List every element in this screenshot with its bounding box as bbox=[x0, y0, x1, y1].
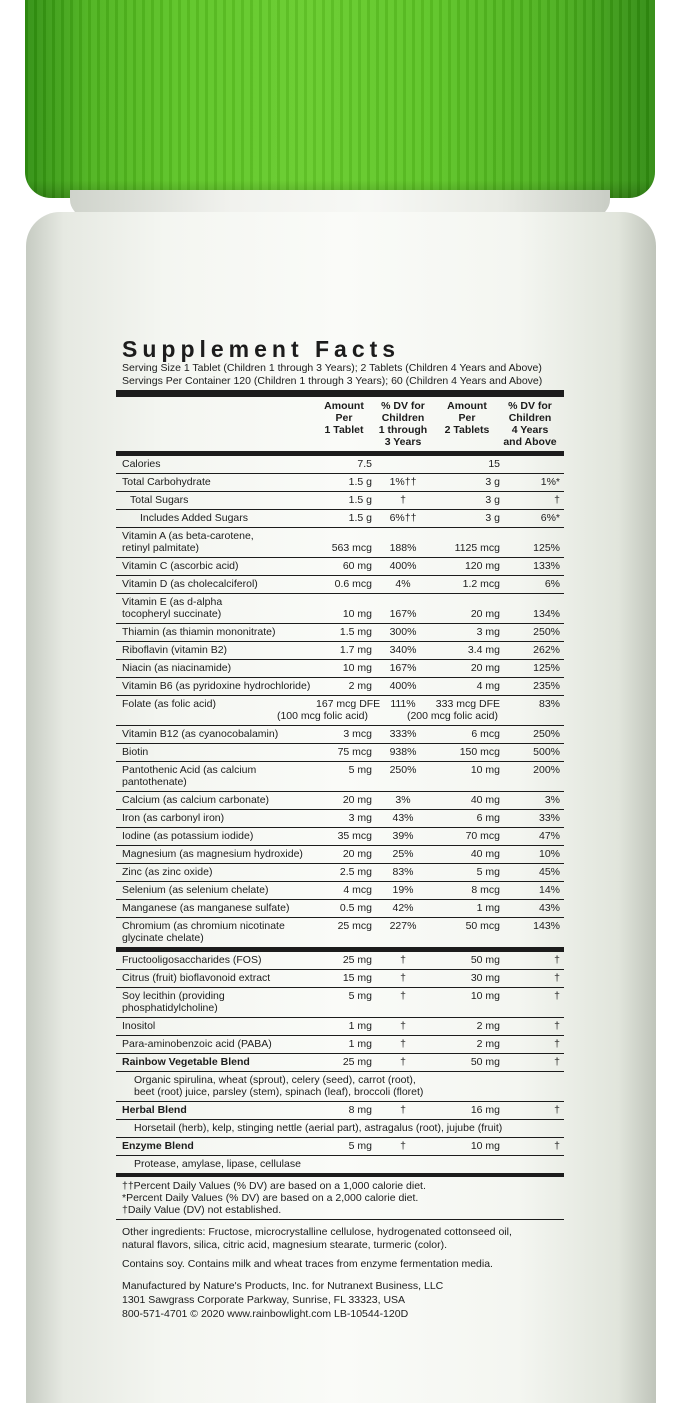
folate-amount-2: 333 mcg DFE bbox=[435, 698, 500, 710]
amount-1: 563 mcg bbox=[331, 542, 372, 554]
amount-2: 4 mg bbox=[476, 680, 500, 692]
nutrient-row bbox=[116, 899, 564, 917]
amount-2: 6 mg bbox=[476, 812, 500, 824]
dv-2: 125% bbox=[533, 662, 560, 674]
serving-size: Serving Size 1 Tablet (Children 1 through 3 Years); 2 Tablets (Children 4 Years and Above) bbox=[122, 362, 542, 374]
nutrient-name: Fructooligosaccharides (FOS) bbox=[122, 954, 262, 966]
dv-1: † bbox=[400, 1038, 406, 1050]
amount-1: 3 mg bbox=[348, 812, 372, 824]
dv-2: 133% bbox=[533, 560, 560, 572]
folate-folic-2: (200 mcg folic acid) bbox=[406, 710, 498, 722]
dv-1: 3% bbox=[395, 794, 411, 806]
nutrient-name: Calories bbox=[122, 458, 161, 470]
rainbow-blend-desc: Organic spirulina, wheat (sprout), celery (seed), carrot (root), beet (root) juice, parsley (stem), spinach (leaf), broccoli (floret) bbox=[116, 1071, 564, 1101]
manufacturer-info: Manufactured by Nature's Products, Inc. for Nutranext Business, LLC 1301 Sawgrass Corporate Parkway, Sunrise, FL 33323, USA 800-571-4701 © 2020 www.rainbowlight.com LB-10544-120D bbox=[122, 1280, 444, 1320]
dv-1: 227% bbox=[389, 920, 417, 932]
nutrient-row bbox=[116, 557, 564, 575]
amount-2: 6 mcg bbox=[471, 728, 500, 740]
nutrient-name: Total Carbohydrate bbox=[122, 476, 211, 488]
dv-2: 250% bbox=[533, 728, 560, 740]
nutrient-name: Soy lecithin (providing phosphatidylcholine) bbox=[122, 990, 225, 1014]
dv-2: † bbox=[554, 954, 560, 966]
nutrient-row bbox=[116, 1017, 564, 1035]
dv-1: 167% bbox=[389, 662, 417, 674]
folate-dv-1: 111% bbox=[390, 698, 416, 710]
dv-2: 125% bbox=[533, 542, 560, 554]
amount-2: 3 mg bbox=[476, 626, 500, 638]
amount-1: 2 mg bbox=[348, 680, 372, 692]
amount-2: 20 mg bbox=[470, 662, 500, 674]
other-ingredients: Other ingredients: Fructose, microcrystalline cellulose, hydrogenated cottonseed oil, natural flavors, silica, citric acid, magnesium stearate, turmeric (color). bbox=[122, 1226, 512, 1251]
dv-2: 47% bbox=[538, 830, 560, 842]
amount-2: 120 mg bbox=[464, 560, 500, 572]
nutrient-name: Niacin (as niacinamide) bbox=[122, 662, 232, 674]
amount-1: 20 mg bbox=[342, 794, 372, 806]
amount-2: 1.2 mcg bbox=[462, 578, 500, 590]
dv-1: 938% bbox=[389, 746, 417, 758]
nutrient-name: Iron (as carbonyl iron) bbox=[122, 812, 225, 824]
amount-2: 8 mcg bbox=[471, 884, 500, 896]
footnotes: ††Percent Daily Values (% DV) are based on a 1,000 calorie diet. *Percent Daily Values (% DV) are based on a 2,000 calorie diet. †Daily Value (DV) not established. bbox=[122, 1180, 426, 1216]
amount-1: 25 mg bbox=[342, 954, 372, 966]
herbal-blend-desc: Horsetail (herb), kelp, stinging nettle (aerial part), astragalus (root), jujube (fruit) bbox=[116, 1119, 564, 1137]
amount-1: 25 mcg bbox=[337, 920, 372, 932]
dv-1: 6%†† bbox=[389, 512, 417, 524]
dv-1: 4% bbox=[395, 578, 411, 590]
amount-2: 40 mg bbox=[470, 848, 500, 860]
nutrient-name: Selenium (as selenium chelate) bbox=[122, 884, 269, 896]
dv-2: 500% bbox=[533, 746, 560, 758]
header-amount-2: Amount Per 2 Tablets bbox=[444, 400, 490, 436]
dv-2: 10% bbox=[538, 848, 560, 860]
rainbow-blend-amount-2: 50 mg bbox=[470, 1056, 500, 1068]
amount-2: 50 mg bbox=[470, 954, 500, 966]
enzyme-blend-dv-2: † bbox=[554, 1140, 560, 1152]
dv-1: 167% bbox=[389, 608, 417, 620]
nutrient-row bbox=[116, 969, 564, 987]
amount-2: 3.4 mg bbox=[467, 644, 500, 656]
enzyme-blend-name: Enzyme Blend bbox=[122, 1140, 194, 1152]
amount-1: 15 mg bbox=[342, 972, 372, 984]
nutrient-name: Riboflavin (vitamin B2) bbox=[122, 644, 228, 656]
amount-2: 30 mg bbox=[470, 972, 500, 984]
amount-2: 2 mg bbox=[476, 1020, 500, 1032]
rainbow-blend-dv-2: † bbox=[554, 1056, 560, 1068]
nutrient-row bbox=[116, 1035, 564, 1053]
amount-1: 60 mg bbox=[342, 560, 372, 572]
nutrient-name: Vitamin C (ascorbic acid) bbox=[122, 560, 239, 572]
amount-2: 50 mcg bbox=[465, 920, 500, 932]
nutrient-name: Vitamin B6 (as pyridoxine hydrochloride) bbox=[122, 680, 311, 692]
nutrient-row bbox=[116, 455, 564, 473]
amount-1: 1.5 g bbox=[348, 494, 372, 506]
nutrient-row bbox=[116, 761, 564, 791]
dv-2: 43% bbox=[538, 902, 560, 914]
herbal-blend-dv-1: † bbox=[400, 1104, 406, 1116]
amount-1: 75 mcg bbox=[337, 746, 372, 758]
dv-2: 1%* bbox=[540, 476, 560, 488]
amount-2: 150 mcg bbox=[459, 746, 500, 758]
nutrient-row bbox=[116, 641, 564, 659]
dv-1: 42% bbox=[392, 902, 414, 914]
other-ingredient-rows bbox=[116, 951, 564, 1053]
servings-per-container: Servings Per Container 120 (Children 1 through 3 Years); 60 (Children 4 Years and Above) bbox=[122, 375, 543, 387]
amount-1: 1.5 g bbox=[348, 512, 372, 524]
folate-amount-1: 167 mcg DFE bbox=[316, 698, 381, 710]
nutrient-name: Total Sugars bbox=[130, 494, 189, 506]
nutrient-name: Manganese (as manganese sulfate) bbox=[122, 902, 290, 914]
dv-2: † bbox=[554, 972, 560, 984]
dv-2: 143% bbox=[533, 920, 560, 932]
nutrient-name: Para-aminobenzoic acid (PABA) bbox=[122, 1038, 272, 1050]
nutrient-row bbox=[116, 881, 564, 899]
cap-ridges bbox=[25, 0, 655, 198]
rainbow-blend-dv-1: † bbox=[400, 1056, 406, 1068]
dv-2: † bbox=[554, 990, 560, 1002]
nutrient-name: Pantothenic Acid (as calcium pantothenate) bbox=[122, 764, 257, 788]
amount-2: 40 mg bbox=[470, 794, 500, 806]
dv-1: 19% bbox=[392, 884, 414, 896]
dv-2: 262% bbox=[533, 644, 560, 656]
nutrient-name: Biotin bbox=[122, 746, 149, 758]
nutrient-row bbox=[116, 863, 564, 881]
rainbow-blend-name: Rainbow Vegetable Blend bbox=[122, 1056, 250, 1068]
nutrient-row bbox=[116, 809, 564, 827]
nutrient-row bbox=[116, 987, 564, 1017]
nutrient-name: Iodine (as potassium iodide) bbox=[122, 830, 254, 842]
nutrient-row bbox=[116, 791, 564, 809]
nutrient-name: Inositol bbox=[122, 1020, 156, 1032]
nutrient-name: Citrus (fruit) bioflavonoid extract bbox=[122, 972, 271, 984]
dv-1: 400% bbox=[389, 680, 417, 692]
amount-2: 10 mg bbox=[470, 990, 500, 1002]
amount-1: 5 mg bbox=[348, 764, 372, 776]
dv-1: 333% bbox=[389, 728, 417, 740]
amount-2: 1125 mcg bbox=[454, 542, 500, 554]
amount-2: 70 mcg bbox=[465, 830, 500, 842]
nutrient-row bbox=[116, 623, 564, 641]
dv-2: 250% bbox=[533, 626, 560, 638]
header-dv-2: % DV for Children 4 Years and Above bbox=[503, 400, 557, 448]
nutrient-rows-a bbox=[116, 455, 564, 695]
amount-2: 5 mg bbox=[476, 866, 500, 878]
enzyme-blend-dv-1: † bbox=[400, 1140, 406, 1152]
dv-1: † bbox=[400, 990, 406, 1002]
nutrient-row bbox=[116, 527, 564, 557]
dv-2: 14% bbox=[538, 884, 560, 896]
herbal-blend-row bbox=[116, 1101, 564, 1119]
dv-2: 134% bbox=[533, 608, 560, 620]
folate-name: Folate (as folic acid) bbox=[122, 698, 216, 710]
nutrient-row bbox=[116, 677, 564, 695]
nutrient-name: Magnesium (as magnesium hydroxide) bbox=[122, 848, 303, 860]
nutrient-row bbox=[116, 491, 564, 509]
nutrient-row bbox=[116, 951, 564, 969]
folate-dv-2: 83% bbox=[538, 698, 560, 710]
nutrient-name: Zinc (as zinc oxide) bbox=[122, 866, 213, 878]
nutrient-row bbox=[116, 743, 564, 761]
dv-1: 43% bbox=[392, 812, 414, 824]
dv-2: 45% bbox=[538, 866, 560, 878]
amount-1: 7.5 bbox=[357, 458, 372, 470]
nutrient-row bbox=[116, 917, 564, 947]
amount-1: 1.7 mg bbox=[339, 644, 372, 656]
amount-2: 3 g bbox=[485, 512, 500, 524]
dv-1: 188% bbox=[389, 542, 417, 554]
amount-2: 2 mg bbox=[476, 1038, 500, 1050]
dv-1: 340% bbox=[389, 644, 417, 656]
dv-1: 250% bbox=[389, 764, 417, 776]
amount-1: 10 mg bbox=[342, 608, 372, 620]
herbal-blend-name: Herbal Blend bbox=[122, 1104, 187, 1116]
dv-1: 39% bbox=[392, 830, 414, 842]
dv-2: † bbox=[554, 1020, 560, 1032]
dv-2: 6% bbox=[544, 578, 560, 590]
nutrient-name: Vitamin A (as beta-carotene, retinyl palmitate) bbox=[122, 530, 254, 554]
amount-1: 20 mg bbox=[342, 848, 372, 860]
amount-1: 4 mcg bbox=[343, 884, 372, 896]
amount-1: 35 mcg bbox=[337, 830, 372, 842]
header-amount-1: Amount Per 1 Tablet bbox=[324, 400, 364, 436]
amount-1: 1 mg bbox=[348, 1038, 372, 1050]
enzyme-blend-row bbox=[116, 1137, 564, 1155]
thick-rule bbox=[116, 390, 564, 397]
nutrient-name: Vitamin E (as d-alpha tocopheryl succinate) bbox=[122, 596, 223, 620]
enzyme-blend-desc: Protease, amylase, lipase, cellulase bbox=[116, 1155, 564, 1173]
amount-2: 3 g bbox=[485, 494, 500, 506]
dv-1 bbox=[372, 458, 434, 470]
dv-2: 6%* bbox=[540, 512, 560, 524]
allergen-statement: Contains soy. Contains milk and wheat traces from enzyme fermentation media. bbox=[122, 1258, 493, 1270]
amount-1: 1 mg bbox=[348, 1020, 372, 1032]
dv-1: † bbox=[400, 972, 406, 984]
amount-1: 1.5 g bbox=[348, 476, 372, 488]
nutrient-row bbox=[116, 827, 564, 845]
amount-2: 1 mg bbox=[476, 902, 500, 914]
amount-2: 15 bbox=[488, 458, 500, 470]
dv-2: 3% bbox=[544, 794, 560, 806]
nutrient-name: Vitamin D (as cholecalciferol) bbox=[122, 578, 258, 590]
nutrient-row bbox=[116, 473, 564, 491]
dv-1: 25% bbox=[392, 848, 414, 860]
dv-1: 300% bbox=[389, 626, 417, 638]
rainbow-blend-amount-1: 25 mg bbox=[342, 1056, 372, 1068]
bottle-cap bbox=[25, 0, 655, 198]
dv-1: 1%†† bbox=[389, 476, 417, 488]
herbal-blend-amount-2: 16 mg bbox=[470, 1104, 500, 1116]
amount-1: 0.6 mcg bbox=[334, 578, 372, 590]
herbal-blend-amount-1: 8 mg bbox=[348, 1104, 372, 1116]
dv-2: † bbox=[554, 494, 560, 506]
amount-1: 10 mg bbox=[342, 662, 372, 674]
nutrient-name: Includes Added Sugars bbox=[140, 512, 248, 524]
folate-folic-1: (100 mcg folic acid) bbox=[276, 710, 368, 722]
nutrient-row bbox=[116, 593, 564, 623]
enzyme-blend-amount-1: 5 mg bbox=[348, 1140, 372, 1152]
header-dv-1: % DV for Children 1 through 3 Years bbox=[378, 400, 428, 448]
label-title: Supplement Facts bbox=[122, 336, 401, 362]
amount-1: 3 mcg bbox=[343, 728, 372, 740]
dv-1: † bbox=[400, 954, 406, 966]
amount-1: 2.5 mg bbox=[339, 866, 372, 878]
dv-1: † bbox=[400, 1020, 406, 1032]
nutrient-row bbox=[116, 575, 564, 593]
nutrient-name: Chromium (as chromium nicotinate glycinate chelate) bbox=[122, 920, 285, 944]
dv-2: 235% bbox=[533, 680, 560, 692]
dv-2: † bbox=[554, 1038, 560, 1050]
amount-2: 10 mg bbox=[470, 764, 500, 776]
dv-1: 83% bbox=[392, 866, 414, 878]
nutrient-rows-b bbox=[116, 725, 564, 947]
amount-1: 1.5 mg bbox=[339, 626, 372, 638]
rainbow-blend-row bbox=[116, 1053, 564, 1071]
column-headers bbox=[116, 397, 564, 451]
nutrient-row bbox=[116, 845, 564, 863]
amount-1: 5 mg bbox=[348, 990, 372, 1002]
nutrient-name: Calcium (as calcium carbonate) bbox=[122, 794, 270, 806]
enzyme-blend-amount-2: 10 mg bbox=[470, 1140, 500, 1152]
nutrient-name: Thiamin (as thiamin mononitrate) bbox=[122, 626, 276, 638]
amount-2: 3 g bbox=[485, 476, 500, 488]
amount-1: 0.5 mg bbox=[339, 902, 372, 914]
dv-1: † bbox=[400, 494, 406, 506]
dv-1: 400% bbox=[389, 560, 417, 572]
nutrient-row bbox=[116, 659, 564, 677]
nutrient-row bbox=[116, 509, 564, 527]
amount-2: 20 mg bbox=[470, 608, 500, 620]
dv-2: 33% bbox=[538, 812, 560, 824]
header-blank bbox=[116, 400, 316, 448]
nutrient-name: Vitamin B12 (as cyanocobalamin) bbox=[122, 728, 279, 740]
folate-row bbox=[116, 695, 564, 725]
dv-2: 200% bbox=[533, 764, 560, 776]
nutrient-row bbox=[116, 725, 564, 743]
supplement-facts-label bbox=[116, 336, 564, 1321]
dv-2 bbox=[500, 458, 564, 470]
herbal-blend-dv-2: † bbox=[554, 1104, 560, 1116]
